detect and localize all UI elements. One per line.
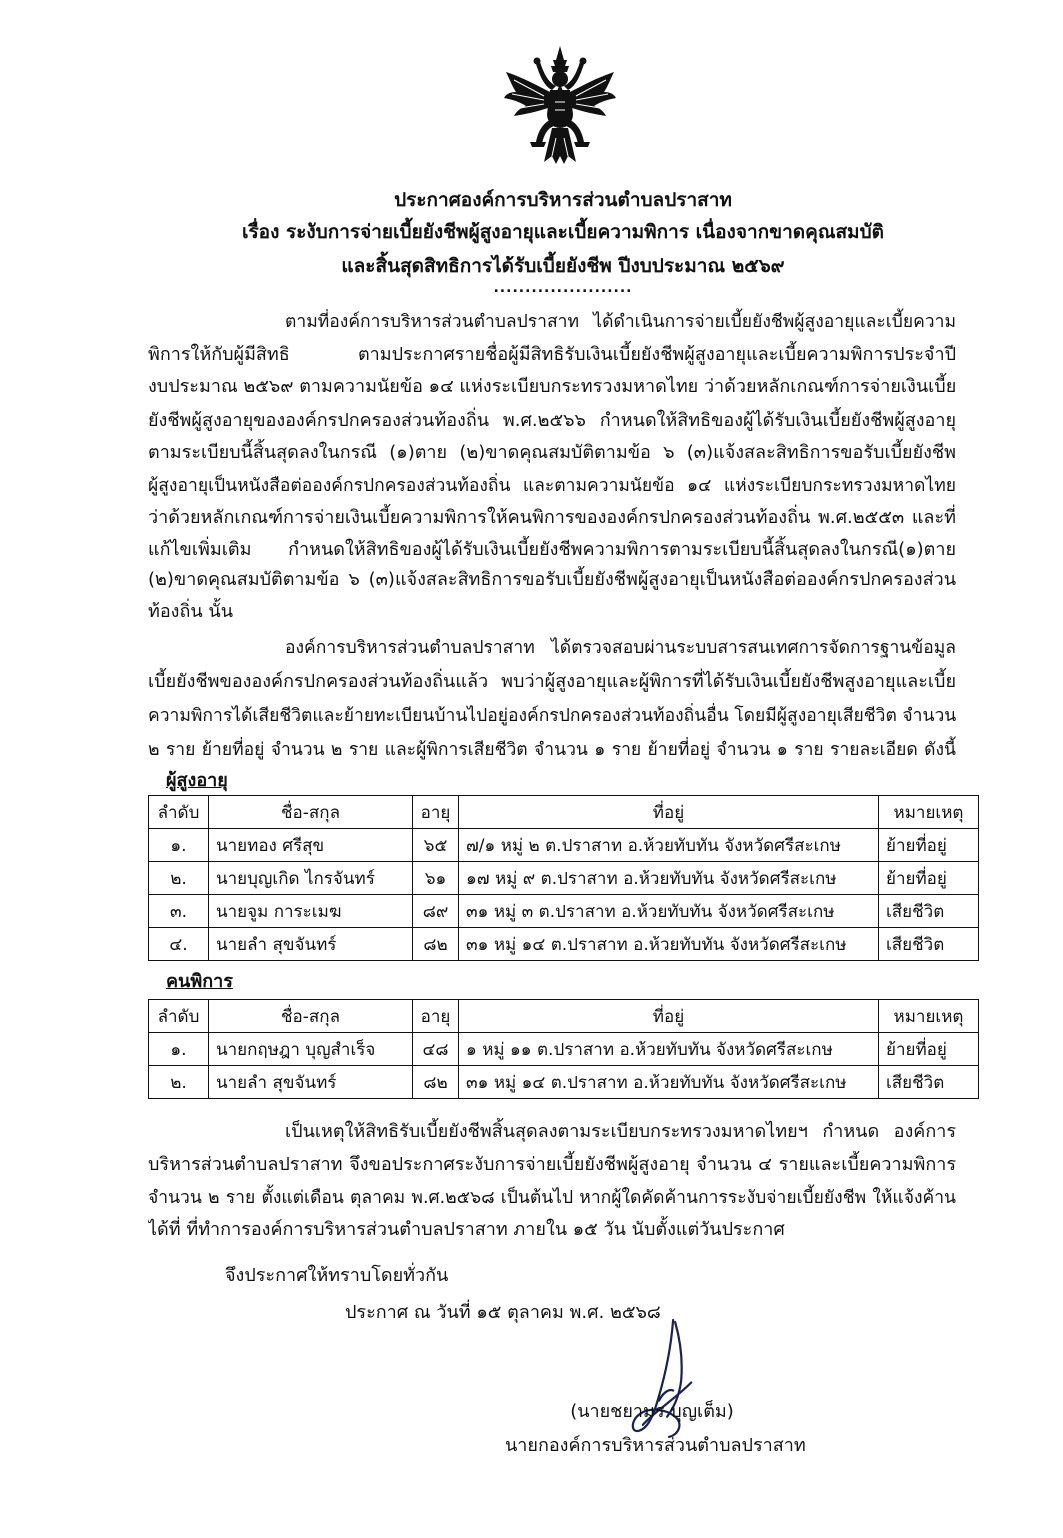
elderly-table [148, 795, 979, 961]
paragraph-1-line: ว่าด้วยหลักเกณฑ์การจ่ายเงินเบี้ยความพิการให้คนพิการขององค์กรปกครองส่วนท้องถิ่น พ.ศ.๒๕๕๓ และที่ [148, 507, 956, 528]
cell-remark: ย้ายที่อยู่ [879, 829, 979, 862]
column-header-address: ที่อยู่ [459, 1000, 879, 1033]
cell-age: ๘๒ [413, 928, 459, 961]
signatory-name: (นายชยามร บุญเต็ม) [570, 1401, 734, 1422]
cell-name: นายลำ สุขจันทร์ [209, 1066, 413, 1099]
elderly-section-heading: ผู้สูงอายุ [166, 770, 228, 791]
paragraph-3-line: จำนวน ๒ ราย ตั้งแต่เดือน ตุลาคม พ.ศ.๒๕๖๘ เป็นต้นไป หากผู้ใดคัดค้านการระงับจ่ายเบี้ยยังชีพ ให้แจ้งค้าน [148, 1188, 956, 1208]
garuda-emblem-icon [497, 46, 623, 166]
paragraph-1-line: (๒)ขาดคุณสมบัติตามข้อ ๖ (๓)แจ้งสละสิทธิการขอรับเบี้ยยังชีพผู้สูงอายุเป็นหนังสือต่อองค์กรปกครองส่วน [148, 569, 956, 590]
column-header-address: ที่อยู่ [459, 796, 879, 829]
announcement-date: ประกาศ ณ วันที่ ๑๕ ตุลาคม พ.ศ. ๒๕๖๘ [345, 1302, 661, 1323]
cell-order: ๑. [149, 1033, 209, 1066]
paragraph-1-line: ผู้สูงอายุเป็นหนังสือต่อองค์กรปกครองส่วนท้องถิ่น และตามความนัยข้อ ๑๔ แห่งระเบียบกระทรวงมหาดไทย [148, 476, 956, 496]
table-row [149, 1066, 979, 1099]
cell-address: ๑๗ หมู่ ๙ ต.ปราสาท อ.ห้วยทับทัน จังหวัดศรีสะเกษ [459, 862, 879, 895]
cell-remark: เสียชีวิต [879, 928, 979, 961]
cell-name: นายจูม การะเมฆ [209, 895, 413, 928]
paragraph-1-line: ยังชีพผู้สูงอายุขององค์กรปกครองส่วนท้องถิ่น พ.ศ.๒๕๖๖ กำหนดให้สิทธิของผู้ได้รับเงินเบี้ยยังชีพผู้สูงอายุ [148, 410, 956, 431]
cell-address: ๓๑ หมู่ ๑๔ ต.ปราสาท อ.ห้วยทับทัน จังหวัดศรีสะเกษ [459, 1066, 879, 1099]
column-header-order: ลำดับ [149, 1000, 209, 1033]
table-row [149, 862, 979, 895]
cell-order: ๓. [149, 895, 209, 928]
table-row [149, 895, 979, 928]
cell-address: ๓๑ หมู่ ๓ ต.ปราสาท อ.ห้วยทับทัน จังหวัดศรีสะเกษ [459, 895, 879, 928]
signatory-position: นายกองค์การบริหารส่วนตำบลปราสาท [505, 1435, 806, 1456]
cell-name: นายทอง ศรีสุข [209, 829, 413, 862]
cell-age: ๘๒ [413, 1066, 459, 1099]
column-header-age: อายุ [413, 1000, 459, 1033]
paragraph-2-line: ความพิการได้เสียชีวิตและย้ายทะเบียนบ้านไปอยู่องค์กรปกครองส่วนท้องถิ่นอื่น โดยมีผู้สูงอายุเสียชีวิต จำนวน [148, 706, 956, 726]
cell-address: ๗/๑ หมู่ ๒ ต.ปราสาท อ.ห้วยทับทัน จังหวัดศรีสะเกษ [459, 829, 879, 862]
column-header-order: ลำดับ [149, 796, 209, 829]
closing-announcement: จึงประกาศให้ทราบโดยทั่วกัน [225, 1265, 449, 1286]
document-title: ประกาศองค์การบริหารส่วนตำบลปราสาท [394, 189, 732, 211]
table-header-row [149, 796, 979, 829]
cell-name: นายกฤษฎา บุญสำเร็จ [209, 1033, 413, 1066]
cell-order: ๒. [149, 1066, 209, 1099]
paragraph-1-line: งบประมาณ ๒๕๖๙ ตามความนัยข้อ ๑๔ แห่งระเบียบกระทรวงมหาดไทย ว่าด้วยหลักเกณฑ์การจ่ายเงินเบี้ย [148, 376, 956, 397]
cell-address: ๑ หมู่ ๑๑ ต.ปราสาท อ.ห้วยทับทัน จังหวัดศรีสะเกษ [459, 1033, 879, 1066]
table-row [149, 829, 979, 862]
paragraph-1-line: ตามระเบียบนี้สิ้นสุดลงในกรณี (๑)ตาย (๒)ขาดคุณสมบัติตามข้อ ๖ (๓)แจ้งสละสิทธิการขอรับเบี้ยยังชีพ [148, 442, 956, 463]
paragraph-2-line: ๒ ราย ย้ายที่อยู่ จำนวน ๒ ราย และผู้พิการเสียชีวิต จำนวน ๑ ราย ย้ายที่อยู่ จำนวน ๑ ราย รายละเอียด ดังนี้ [148, 740, 956, 760]
cell-age: ๔๘ [413, 1033, 459, 1066]
cell-remark: ย้ายที่อยู่ [879, 1033, 979, 1066]
cell-order: ๒. [149, 862, 209, 895]
column-header-remark: หมายเหตุ [879, 1000, 979, 1033]
column-header-name: ชื่อ-สกุล [209, 1000, 413, 1033]
cell-name: นายบุญเกิด ไกรจันทร์ [209, 862, 413, 895]
column-header-name: ชื่อ-สกุล [209, 796, 413, 829]
cell-name: นายลำ สุขจันทร์ [209, 928, 413, 961]
paragraph-1-line: ตามที่องค์การบริหารส่วนตำบลปราสาท ได้ดำเนินการจ่ายเบี้ยยังชีพผู้สูงอายุและเบี้ยความ [285, 312, 956, 332]
cell-order: ๑. [149, 829, 209, 862]
cell-address: ๓๑ หมู่ ๑๔ ต.ปราสาท อ.ห้วยทับทัน จังหวัดศรีสะเกษ [459, 928, 879, 961]
paragraph-1-line: พิการให้กับผู้มีสิทธิ ตามประกาศรายชื่อผู้มีสิทธิรับเงินเบี้ยยังชีพผู้สูงอายุและเบี้ยความพิการประจำปี [148, 344, 956, 365]
cell-age: ๘๙ [413, 895, 459, 928]
paragraph-1-line: แก้ไขเพิ่มเติม กำหนดให้สิทธิของผู้ได้รับเงินเบี้ยยังชีพความพิการตามระเบียบนี้สิ้นสุดลงในกรณี(๑)ตาย [148, 539, 956, 560]
column-header-remark: หมายเหตุ [879, 796, 979, 829]
table-row [149, 1033, 979, 1066]
disabled-section-heading: คนพิการ [166, 971, 233, 992]
paragraph-3-line: เป็นเหตุให้สิทธิรับเบี้ยยังชีพสิ้นสุดลงตามระเบียบกระทรวงมหาดไทยฯ กำหนด องค์การ [285, 1121, 956, 1142]
paragraph-3-line: บริหารส่วนตำบลปราสาท จึงขอประกาศระงับการจ่ายเบี้ยยังชีพผู้สูงอายุ จำนวน ๔ รายและเบี้ยความพิการ [148, 1154, 956, 1175]
cell-remark: ย้ายที่อยู่ [879, 862, 979, 895]
subject-line: เรื่อง ระงับการจ่ายเบี้ยยังชีพผู้สูงอายุและเบี้ยความพิการ เนื่องจากขาดคุณสมบัติ [241, 221, 884, 243]
cell-remark: เสียชีวิต [879, 1066, 979, 1099]
cell-age: ๖๑ [413, 862, 459, 895]
paragraph-3-line: ได้ที่ ที่ทำการองค์การบริหารส่วนตำบลปราสาท ภายใน ๑๕ วัน นับตั้งแต่วันประกาศ [148, 1219, 785, 1240]
title-separator: ...................... [493, 280, 633, 296]
table-header-row [149, 1000, 979, 1033]
paragraph-2-line: เบี้ยยังชีพขององค์กรปกครองส่วนท้องถิ่นแล้ว พบว่าผู้สูงอายุและผู้พิการที่ได้รับเงินเบี้ยยังชีพสูงอายุและเบี้ย [148, 671, 956, 692]
cell-age: ๖๕ [413, 829, 459, 862]
cell-remark: เสียชีวิต [879, 895, 979, 928]
paragraph-2-line: องค์การบริหารส่วนตำบลปราสาท ได้ตรวจสอบผ่านระบบสารสนเทศการจัดการฐานข้อมูล [285, 638, 956, 658]
cell-order: ๔. [149, 928, 209, 961]
disabled-table [148, 999, 979, 1099]
table-row [149, 928, 979, 961]
subject-line-continued: และสิ้นสุดสิทธิการได้รับเบี้ยยังชีพ ปีงบประมาณ ๒๕๖๙ [341, 255, 785, 277]
column-header-age: อายุ [413, 796, 459, 829]
paragraph-1-line: ท้องถิ่น นั้น [148, 601, 233, 622]
